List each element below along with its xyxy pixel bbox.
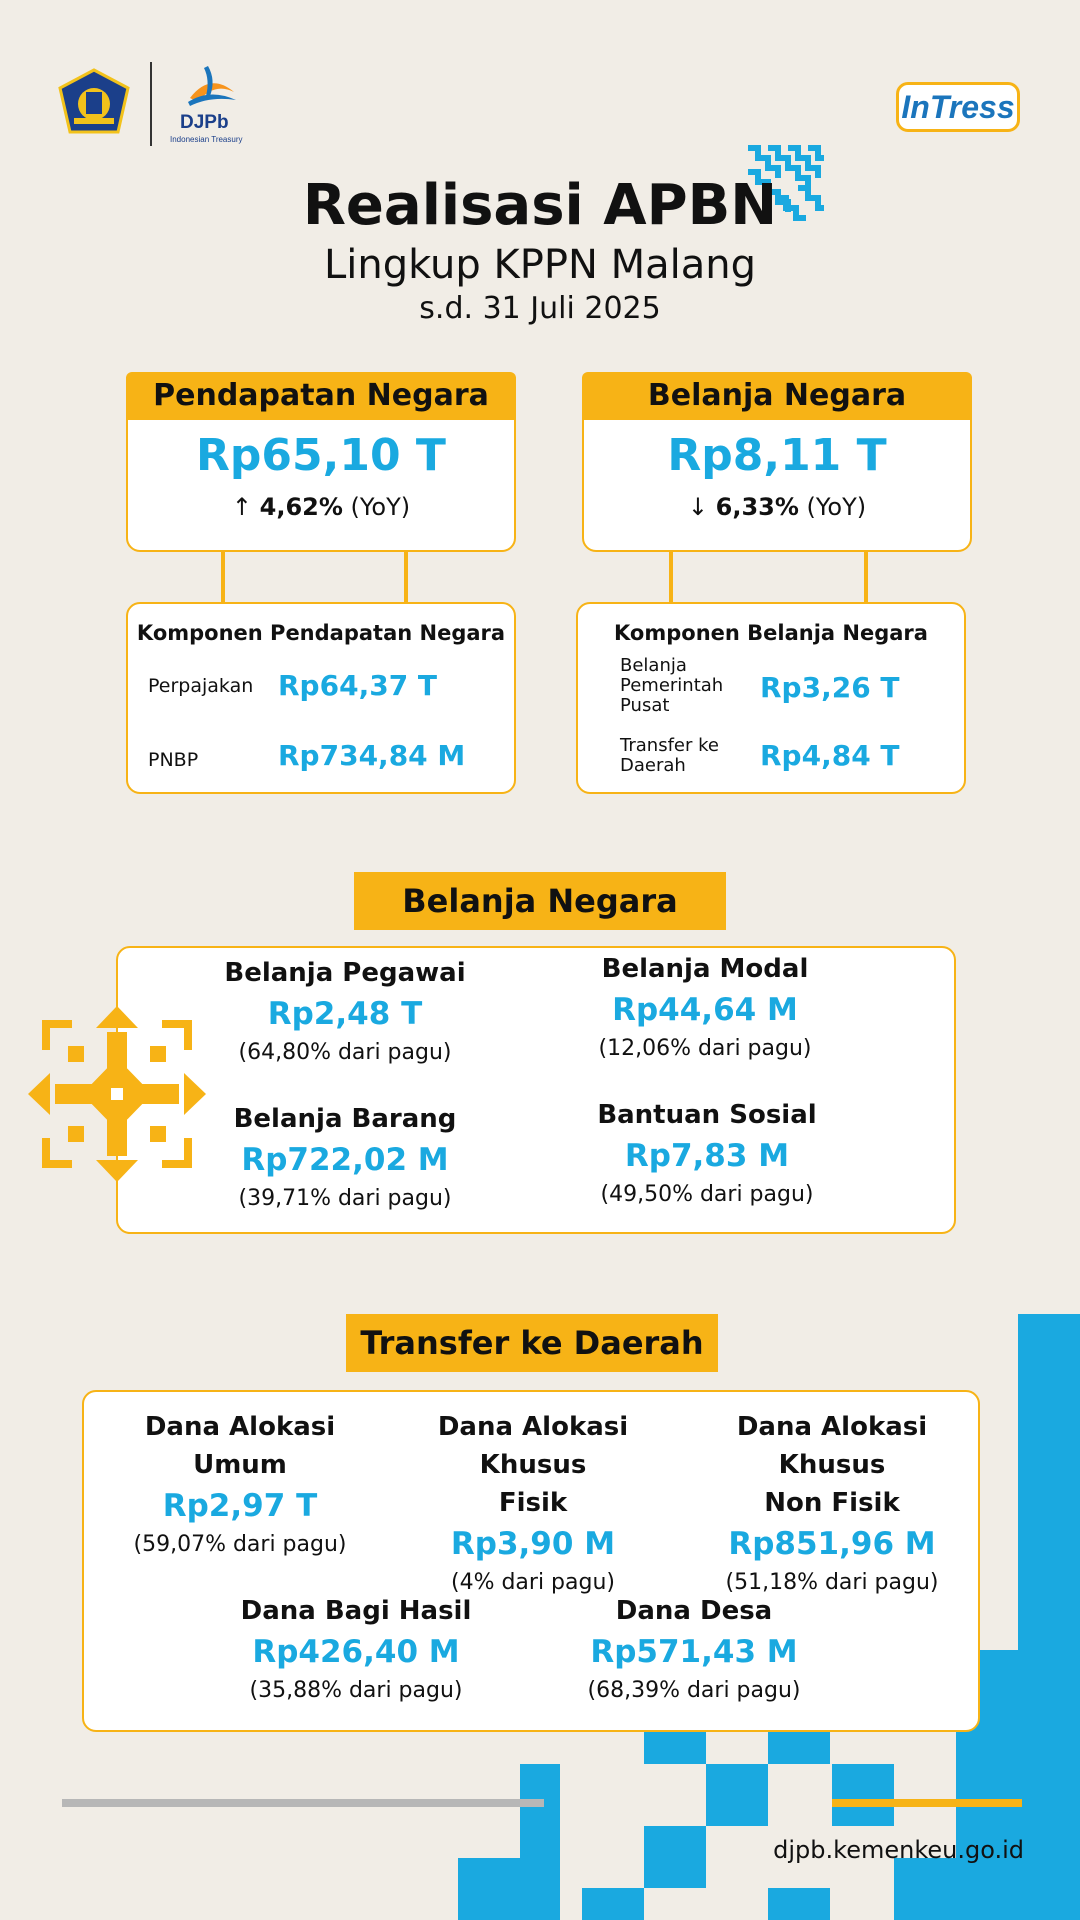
dau-value: Rp2,97 T xyxy=(162,1488,318,1524)
pendapatan-change-pct: 4,62% xyxy=(259,493,343,521)
blue-block xyxy=(520,1764,560,1920)
footer-grey-line xyxy=(62,1799,544,1807)
intress-logo-text: InTress xyxy=(901,89,1015,125)
dana-desa-pagu: (68,39% dari pagu) xyxy=(587,1678,801,1703)
dak-fisik-label-line1: Dana Alokasi Khusus xyxy=(437,1412,629,1480)
kemenkeu-logo xyxy=(56,68,132,140)
komponen-belanja-title: Komponen Belanja Negara xyxy=(614,621,928,645)
row-label-pnbp: PNBP xyxy=(148,749,199,771)
connector-line xyxy=(221,552,225,604)
belanja-modal-value: Rp44,64 M xyxy=(612,992,798,1028)
row-label-bpp-line3: Pusat xyxy=(620,695,670,716)
row-label-tkd-line1: Transfer ke xyxy=(620,735,719,756)
dbh-label: Dana Bagi Hasil xyxy=(240,1596,472,1626)
belanja-modal-label: Belanja Modal xyxy=(601,954,809,984)
page-subtitle: Lingkup KPPN Malang xyxy=(323,242,757,288)
row-label-bpp-line1: Belanja xyxy=(620,655,687,676)
row-value-tkd: Rp4,84 T xyxy=(760,739,900,772)
blue-block xyxy=(644,1732,706,1764)
dak-non-fisik-pagu: (51,18% dari pagu) xyxy=(725,1570,939,1595)
connector-line xyxy=(669,552,673,604)
dbh-pagu: (35,88% dari pagu) xyxy=(249,1678,463,1703)
bantuan-sosial xyxy=(572,1096,842,1212)
dak-non-fisik-value: Rp851,96 M xyxy=(728,1526,936,1562)
belanja-barang xyxy=(210,1100,480,1216)
ornament-icon xyxy=(28,1006,206,1182)
komponen-pendapatan-title: Komponen Pendapatan Negara xyxy=(136,621,506,645)
dak-fisik xyxy=(388,1408,678,1600)
connector-line xyxy=(864,552,868,604)
komponen-pendapatan-card xyxy=(126,602,516,794)
dana-desa-label: Dana Desa xyxy=(615,1596,773,1626)
footer-yellow-line xyxy=(832,1799,1022,1807)
belanja-pegawai-pagu: (64,80% dari pagu) xyxy=(238,1040,452,1065)
belanja-pegawai-label: Belanja Pegawai xyxy=(224,958,466,988)
djpb-logo-text: DJPb xyxy=(180,112,229,133)
belanja-value: Rp8,11 T xyxy=(667,430,887,481)
belanja-label: Belanja Negara xyxy=(582,372,972,420)
belanja-change-pct: 6,33% xyxy=(715,493,799,521)
pendapatan-change xyxy=(126,490,516,524)
connector-line xyxy=(404,552,408,604)
belanja-barang-pagu: (39,71% dari pagu) xyxy=(238,1186,452,1211)
blue-block xyxy=(582,1888,644,1920)
djpb-logo-sub: Indonesian Treasury xyxy=(170,135,243,144)
row-label-bpp xyxy=(620,656,723,716)
dau-pagu: (59,07% dari pagu) xyxy=(133,1532,347,1557)
dana-desa xyxy=(564,1592,824,1708)
blue-block xyxy=(458,1858,520,1920)
intress-logo xyxy=(896,82,1020,132)
tkd-section-title: Transfer ke Daerah xyxy=(346,1314,718,1372)
blue-block xyxy=(644,1826,706,1888)
row-label-bpp-line2: Pemerintah xyxy=(620,675,724,696)
arrow-up-icon: ↑ xyxy=(231,493,252,521)
belanja-modal-pagu: (12,06% dari pagu) xyxy=(598,1036,812,1061)
row-value-pnbp: Rp734,84 M xyxy=(278,739,466,772)
dana-bagi-hasil xyxy=(226,1592,486,1708)
dak-non-fisik-label-line1: Dana Alokasi Khusus xyxy=(736,1412,928,1480)
report-date: s.d. 31 Juli 2025 xyxy=(419,291,661,326)
dana-desa-value: Rp571,43 M xyxy=(590,1634,798,1670)
pendapatan-label: Pendapatan Negara xyxy=(126,372,516,420)
logo-divider xyxy=(150,62,152,146)
belanja-barang-label: Belanja Barang xyxy=(233,1104,457,1134)
row-label-tkd xyxy=(620,736,719,776)
dau-label-line1: Dana Alokasi xyxy=(144,1412,336,1442)
dak-non-fisik-label-line2: Non Fisik xyxy=(764,1488,900,1518)
bantuan-sosial-value: Rp7,83 M xyxy=(624,1138,790,1174)
blue-block xyxy=(768,1732,830,1764)
belanja-change xyxy=(582,490,972,524)
page-title: Realisasi APBN xyxy=(302,173,778,238)
row-label-perpajakan: Perpajakan xyxy=(148,675,254,697)
dau-label-line2: Umum xyxy=(193,1450,287,1480)
blue-block xyxy=(1018,1314,1080,1920)
belanja-barang-value: Rp722,02 M xyxy=(241,1142,449,1178)
blue-block xyxy=(706,1764,768,1826)
dau xyxy=(110,1408,370,1562)
blue-block xyxy=(832,1764,894,1826)
dak-fisik-value: Rp3,90 M xyxy=(450,1526,616,1562)
belanja-section-title: Belanja Negara xyxy=(354,872,726,930)
pendapatan-value: Rp65,10 T xyxy=(196,430,446,481)
bantuan-sosial-label: Bantuan Sosial xyxy=(597,1100,817,1130)
djpb-logo xyxy=(168,62,258,150)
djpb-logo-mark xyxy=(180,62,240,108)
belanja-pegawai xyxy=(210,954,480,1070)
belanja-pegawai-value: Rp2,48 T xyxy=(267,996,423,1032)
dak-fisik-pagu: (4% dari pagu) xyxy=(450,1570,615,1595)
belanja-modal xyxy=(570,950,840,1066)
pendapatan-yoy: (YoY) xyxy=(350,493,411,521)
blue-block xyxy=(768,1888,830,1920)
belanja-yoy: (YoY) xyxy=(806,493,867,521)
dak-non-fisik xyxy=(686,1408,978,1600)
komponen-belanja-card xyxy=(576,602,966,794)
row-label-tkd-line2: Daerah xyxy=(620,755,686,776)
dak-fisik-label-line2: Fisik xyxy=(498,1488,568,1518)
footer-url[interactable]: djpb.kemenkeu.go.id xyxy=(773,1836,1024,1864)
arrow-down-icon: ↓ xyxy=(687,493,708,521)
dbh-value: Rp426,40 M xyxy=(252,1634,460,1670)
bantuan-sosial-pagu: (49,50% dari pagu) xyxy=(600,1182,814,1207)
row-value-perpajakan: Rp64,37 T xyxy=(278,669,438,702)
row-value-bpp: Rp3,26 T xyxy=(760,671,900,704)
